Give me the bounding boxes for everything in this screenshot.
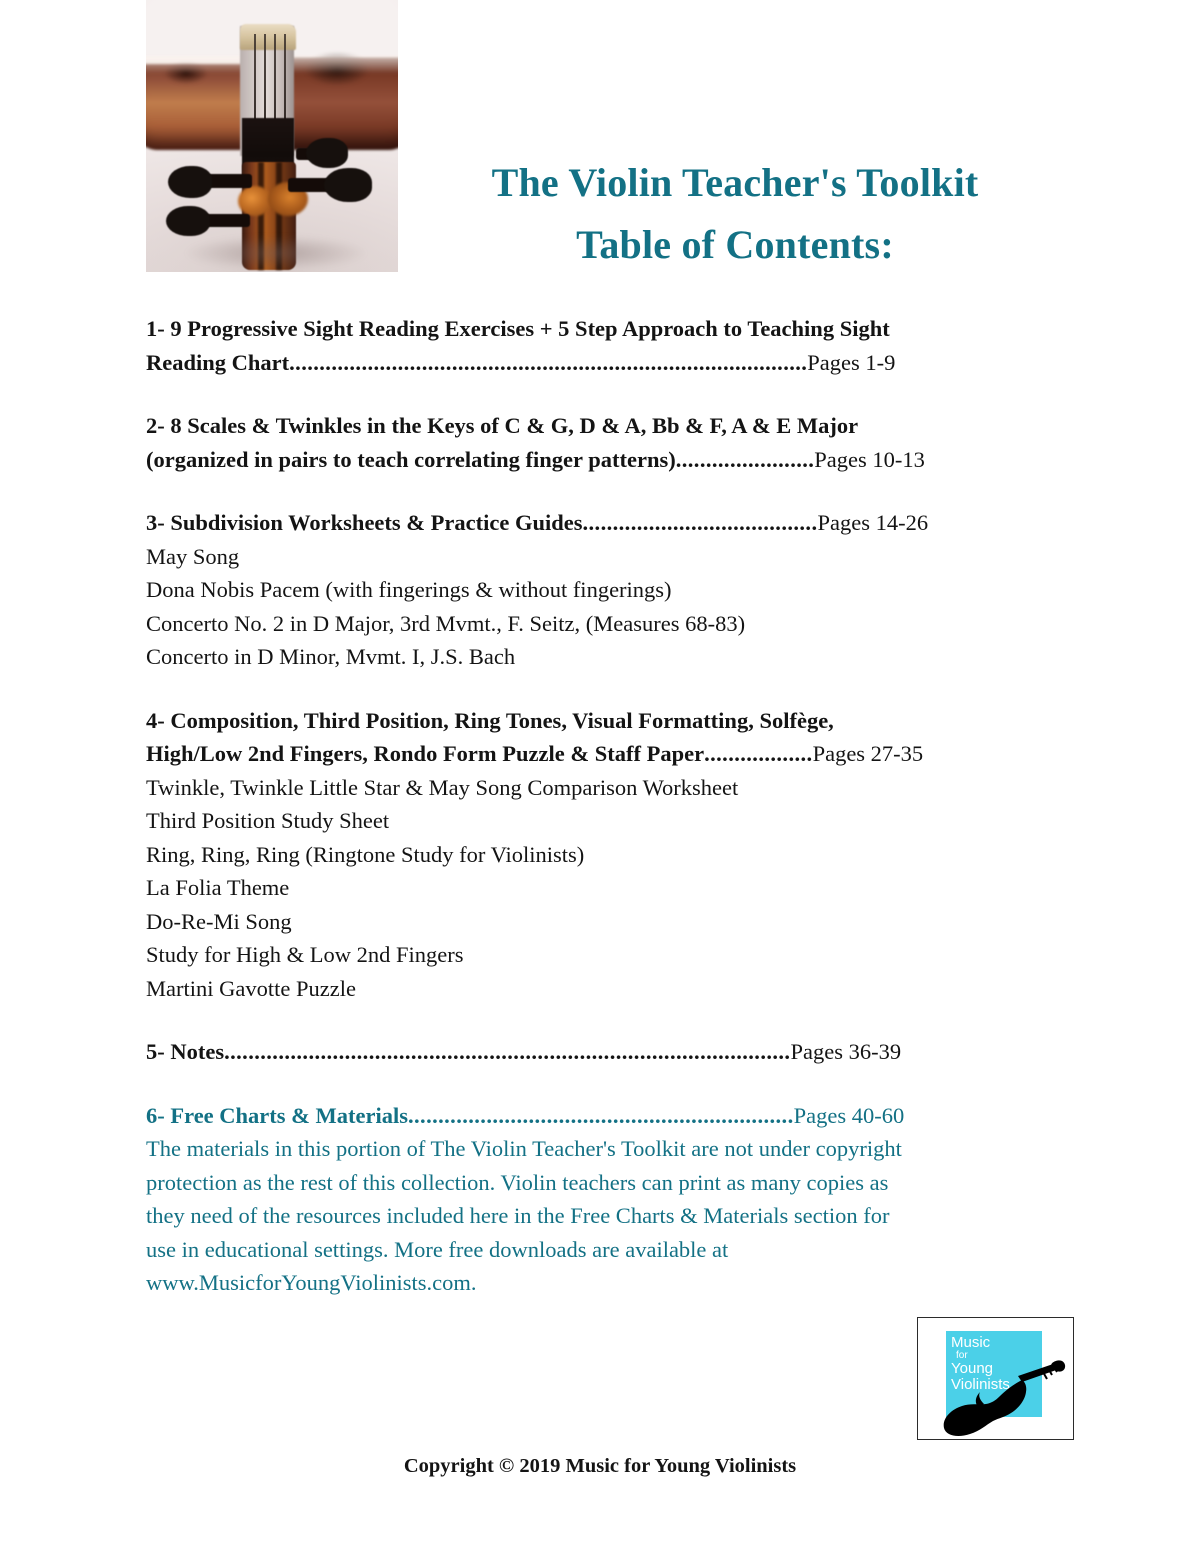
toc-subitem: Dona Nobis Pacem (with fingerings & without fingerings) bbox=[146, 577, 672, 602]
toc-entry-spacer bbox=[146, 674, 1054, 704]
title-line-2: Table of Contents: bbox=[576, 222, 894, 267]
toc-subitem: Twinkle, Twinkle Little Star & May Song Comparison Worksheet bbox=[146, 774, 739, 800]
toc-entry bbox=[146, 704, 1054, 1006]
title-line-1: The Violin Teacher's Toolkit bbox=[491, 160, 979, 205]
copyright-notice: Copyright © 2019 Music for Young Violinists bbox=[403, 1455, 797, 1477]
toc-subitem: Do-Re-Mi Song bbox=[146, 908, 292, 934]
toc-entry bbox=[146, 409, 1054, 476]
toc-entry-heading: 4- Composition, Third Position, Ring Tones, Visual Formatting, Solfège, bbox=[146, 707, 834, 733]
toc-entry-heading-text: 6- Free Charts & Materials bbox=[146, 1102, 408, 1128]
document-header bbox=[0, 0, 1200, 282]
toc-page-range: Pages 36-39 bbox=[790, 1039, 902, 1064]
toc-entry-heading-text: Reading Chart bbox=[146, 349, 290, 375]
toc-entry-heading: 1- 9 Progressive Sight Reading Exercises + 5 Step Approach to Teaching Sight bbox=[146, 316, 890, 341]
photo-vignette bbox=[146, 0, 398, 272]
music-for-young-violinists-logo bbox=[917, 1317, 1074, 1440]
toc-entry bbox=[146, 1035, 1054, 1069]
toc-subitem: Martini Gavotte Puzzle bbox=[146, 975, 356, 1001]
toc-entry-heading-text: (organized in pairs to teach correlating finger patterns) bbox=[146, 446, 676, 472]
toc-entry-spacer bbox=[146, 476, 1054, 506]
logo-line-1: Music bbox=[951, 1334, 991, 1351]
toc-entry-heading-text: 3- Subdivision Worksheets & Practice Guides bbox=[146, 510, 583, 535]
toc-subitem: Concerto in D Minor, Mvmt. I, J.S. Bach bbox=[146, 644, 516, 669]
toc-subitem: The materials in this portion of The Violin Teacher's Toolkit are not under copyright bbox=[146, 1136, 902, 1161]
toc-subitem: www.MusicforYoungViolinists.com. bbox=[146, 1270, 477, 1295]
toc-entry-heading-cont bbox=[146, 737, 1054, 771]
violin-pegbox-photo bbox=[146, 0, 398, 272]
toc-entry-heading-text: 5- Notes bbox=[146, 1039, 225, 1064]
toc-entry bbox=[146, 1099, 1054, 1300]
toc-page-range: Pages 14-26 bbox=[817, 510, 929, 535]
page-title bbox=[410, 152, 1060, 276]
toc-dot-leader: ....................................... bbox=[582, 510, 818, 535]
toc-page-range: Pages 1-9 bbox=[807, 349, 896, 375]
toc-subitem: protection as the rest of this collection. Violin teachers can print as many copies as bbox=[146, 1169, 889, 1195]
toc-entry bbox=[146, 506, 1054, 674]
toc-dot-leader: ....................... bbox=[675, 446, 815, 472]
toc-entry-heading bbox=[146, 1035, 1054, 1069]
toc-subitem: they need of the resources included here in the Free Charts & Materials section for bbox=[146, 1203, 890, 1228]
violin-silhouette-icon bbox=[926, 1360, 1068, 1436]
toc-dot-leader: ................................................................ bbox=[408, 1102, 794, 1128]
toc-entry-heading-text: High/Low 2nd Fingers, Rondo Form Puzzle & Staff Paper bbox=[146, 741, 705, 766]
toc-page-range: Pages 27-35 bbox=[812, 741, 924, 766]
toc-subitem: Ring, Ring, Ring (Ringtone Study for Violinists) bbox=[146, 841, 585, 867]
toc-page-range: Pages 40-60 bbox=[793, 1102, 905, 1128]
toc-entry-heading-cont bbox=[146, 443, 1054, 477]
logo-line-3: Young bbox=[951, 1360, 993, 1378]
toc-entry-spacer bbox=[146, 379, 1054, 409]
toc-subitem: Third Position Study Sheet bbox=[146, 808, 390, 833]
toc-dot-leader: ...................................................................................... bbox=[289, 349, 808, 375]
toc-page-range: Pages 10-13 bbox=[814, 446, 925, 472]
toc-entry-heading: 2- 8 Scales & Twinkles in the Keys of C & G, D & A, Bb & F, A & E Major bbox=[146, 413, 859, 438]
toc-subitem: use in educational settings. More free downloads are available at bbox=[146, 1236, 729, 1262]
toc-dot-leader: .................. bbox=[704, 741, 813, 766]
toc-entry bbox=[146, 312, 1054, 379]
toc-subitem: La Folia Theme bbox=[146, 875, 290, 900]
logo-line-4: Violinists bbox=[951, 1376, 1010, 1393]
toc-entry-heading-cont bbox=[146, 346, 1054, 380]
toc-entry-heading bbox=[146, 1099, 1054, 1133]
toc-entry-heading bbox=[146, 506, 1054, 540]
logo-line-2: for bbox=[956, 1349, 968, 1361]
toc-subitem: May Song bbox=[146, 543, 240, 569]
toc-entry-spacer bbox=[146, 1069, 1054, 1099]
toc-subitem: Concerto No. 2 in D Major, 3rd Mvmt., F. Seitz, (Measures 68-83) bbox=[146, 610, 746, 636]
table-of-contents bbox=[146, 312, 1054, 1300]
toc-dot-leader: .............................................................................................. bbox=[224, 1039, 791, 1064]
toc-subitem: Study for High & Low 2nd Fingers bbox=[146, 942, 464, 967]
toc-entry-spacer bbox=[146, 1005, 1054, 1035]
